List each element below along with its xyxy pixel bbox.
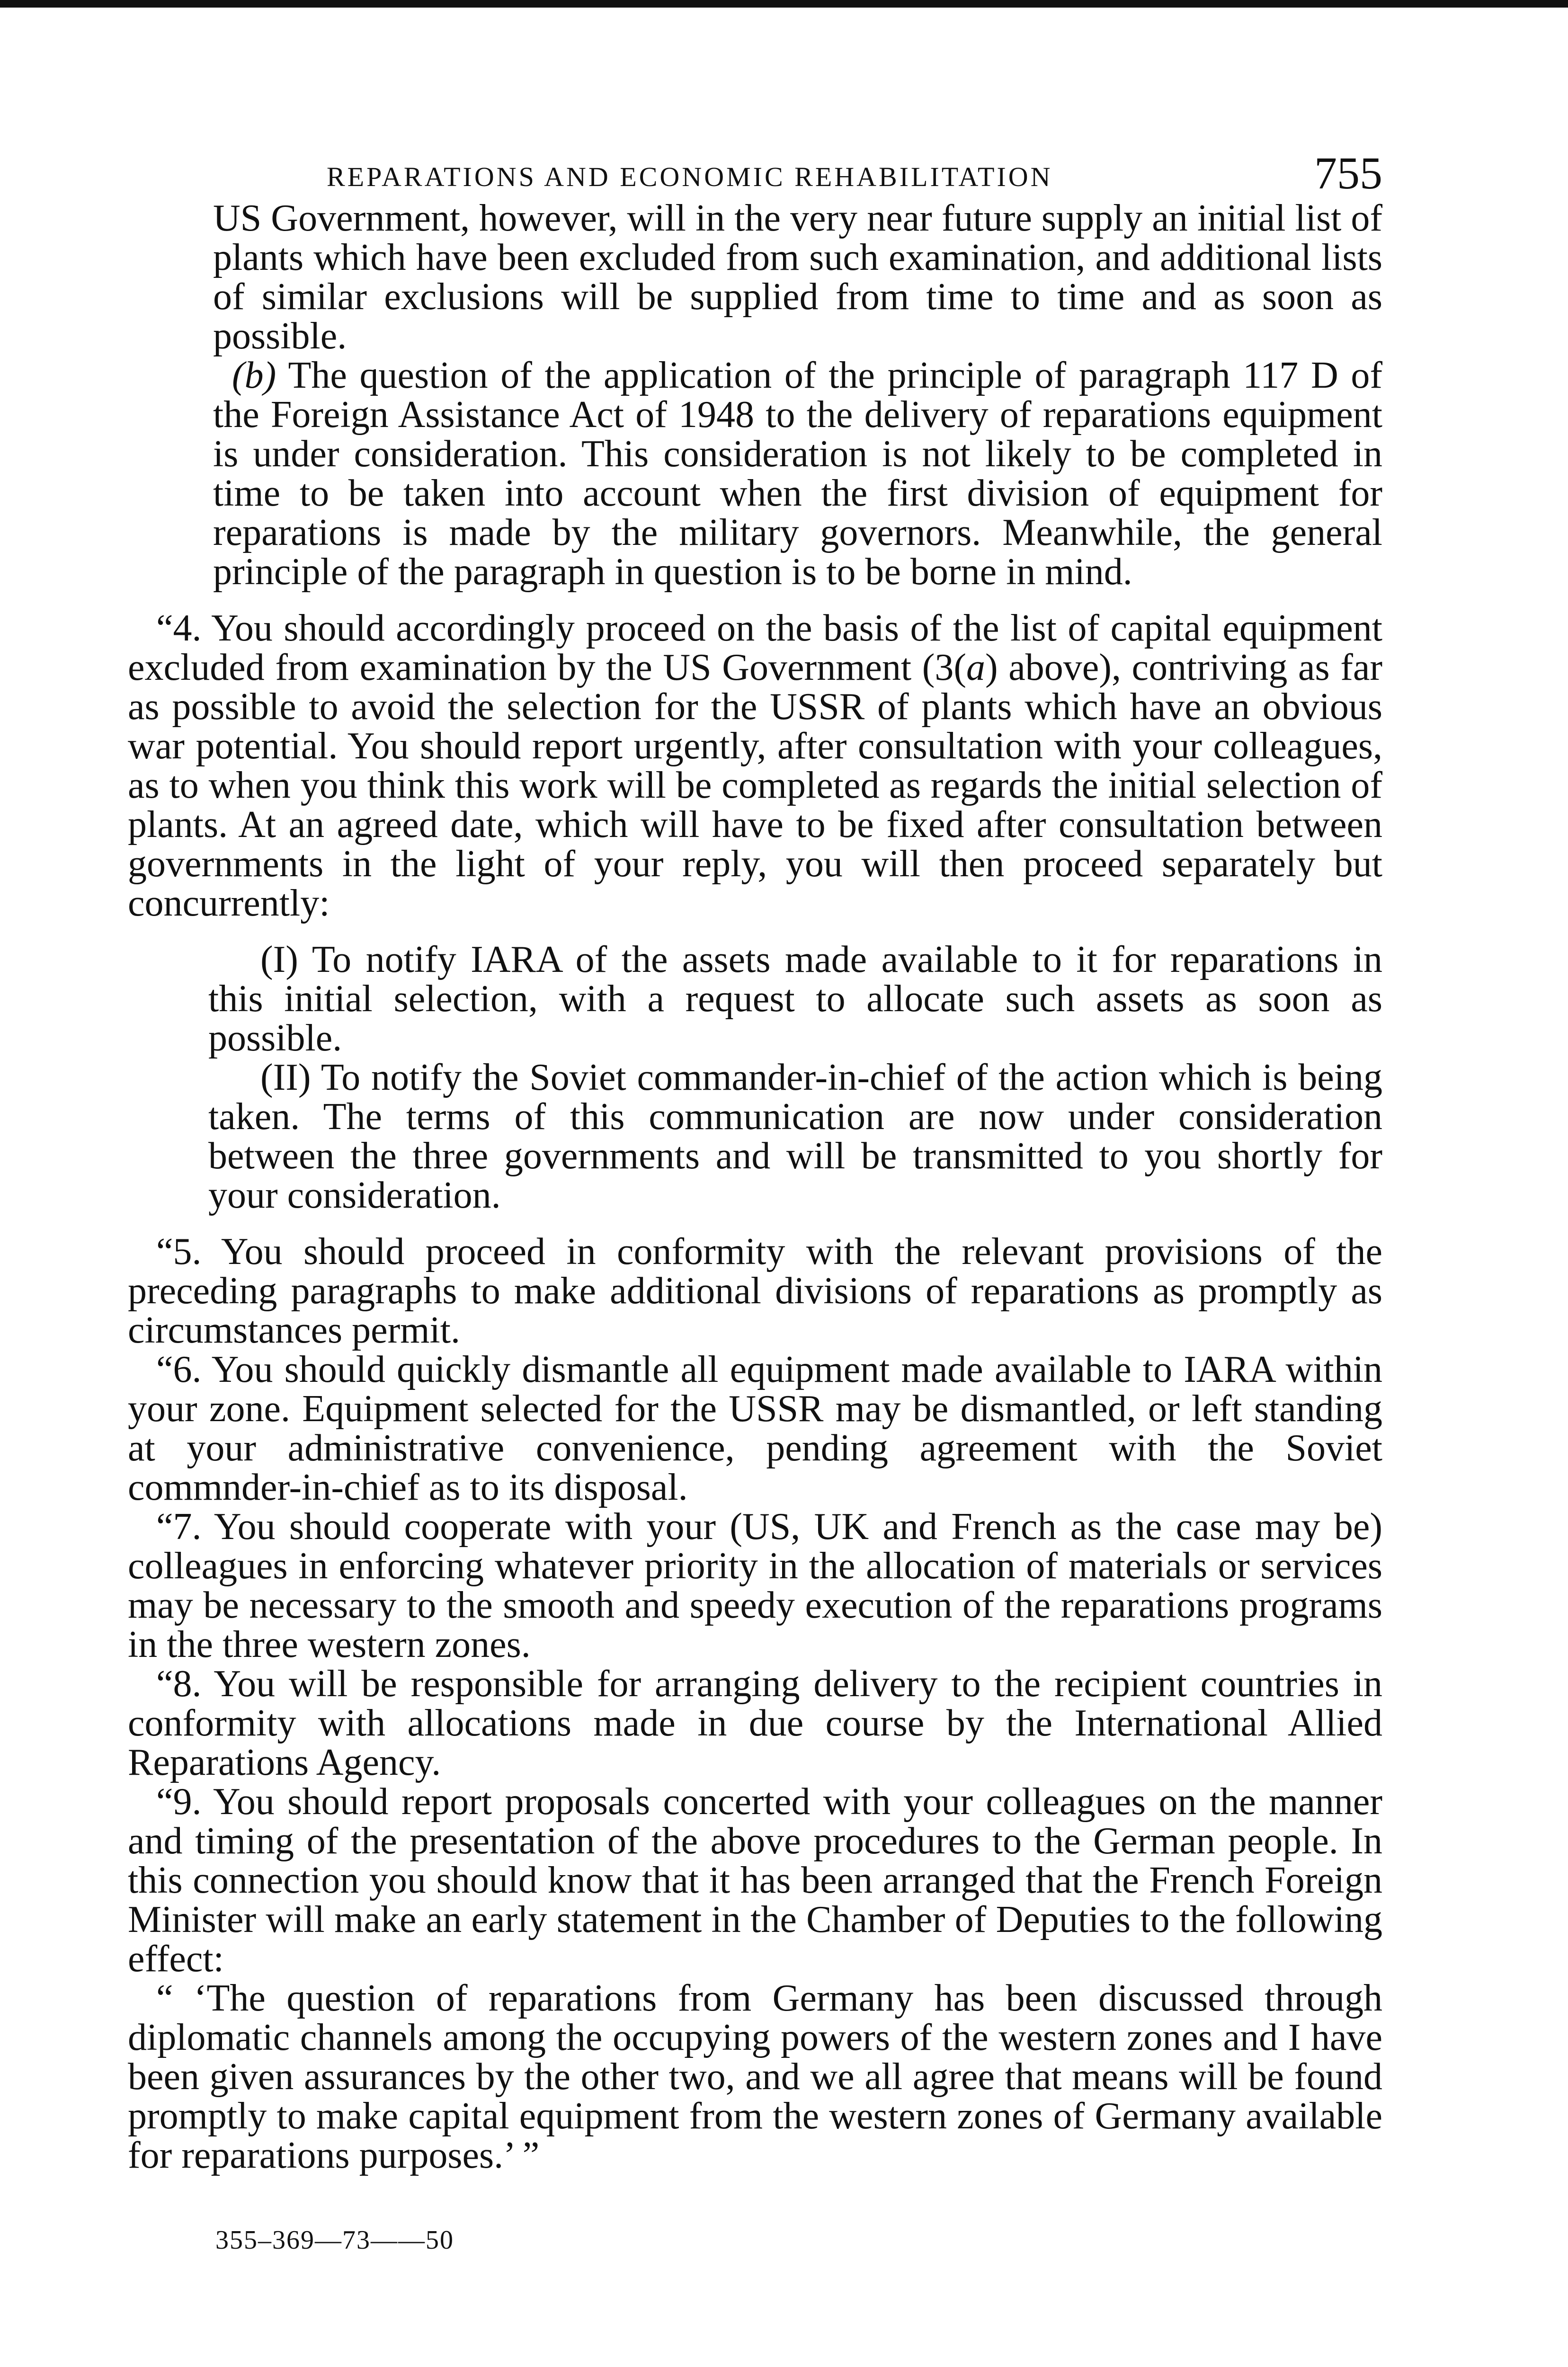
page-header [128,137,1382,199]
paragraph-5: “5. You should proceed in conformity with the relevant provisions of the preceding paragraphs to make additional divisions of reparations as promptly as circumstances permit. [128,1231,1382,1351]
document-page [128,137,1382,2255]
body-text [128,199,1382,2175]
paragraph-4-item-I: (I) To notify IARA of the assets made available to it for reparations in this initial selection, with a request to allocate such assets as soon as possible. [208,939,1382,1059]
quoted-statement: “ ‘The question of reparations from Germany has been discussed through diplomatic channels among the occupying powers of the western zones and I have been given assurances by the other two, and we all agree that means will be found promptly to make capital equipment from the western zones of Germany available for reparations purposes.’ ” [128,1977,1382,2176]
paragraph-9: “9. You should report proposals concerted with your colleagues on the manner and timing of the presentation of the above procedures to the German people. In this connection you should know that it has been arranged that the French Foreign Minister will make an early statement in the Chamber of Deputies to the following effect: [128,1781,1382,1980]
paragraph-4 [128,609,1382,923]
paragraph-4-pre: “4. You should accordingly proceed on the basis of the list of capital equipment excluded from examination by the US Government (3( [128,607,1382,688]
paragraph-b-text: The question of the application of the principle of paragraph 117 D of the Foreign Assistance Act of 1948 to the delivery of reparations equipment is under consideration. This consideration is not likely to be completed in time to be taken into account when the first division of equipment for reparations is made by the military governors. Meanwhile, the general principle of the paragraph in question is to be borne in mind. [213,355,1382,593]
print-code: 355–369—73——50 [215,2225,454,2255]
paragraph-6: “6. You should quickly dismantle all equipment made available to IARA within your zone. Equipment selected for the USSR may be dismantled, or left standing at your administrative convenience, pending agreement with the Soviet commnder-in-chief as to its disposal. [128,1349,1382,1508]
top-border-rule [0,0,1568,8]
paragraph-8: “8. You will be responsible for arranging delivery to the recipient countries in conformity with allocations made in due course by the International Allied Reparations Agency. [128,1663,1382,1783]
page-number: 755 [1314,148,1382,198]
running-head: REPARATIONS AND ECONOMIC REHABILITATION [327,161,1053,192]
paragraph-4-italic: a [966,647,986,688]
paragraph-b [128,356,1382,592]
paragraph-b-label: (b) [232,355,276,396]
paragraph-continuation: US Government, however, will in the very near future supply an initial list of plants which have been excluded from such examination, and additional lists of similar exclusions will be supplied from time to time and as soon as possible. [213,197,1382,357]
paragraph-4-item-II: (II) To notify the Soviet commander-in-chief of the action which is being taken. The terms of this communication are now under consideration between the three governments and will be transmitted to you shortly for your consideration. [208,1057,1382,1216]
paragraph-4-post: ) above), contriving as far as possible to avoid the selection for the USSR of plants which have an obvious war potential. You should report urgently, after consultation with your colleagues, as to when you think this work will be completed as regards the initial selection of plants. At an agreed date, which will have to be fixed after consultation between governments in the light of your reply, you will then proceed separately but concurrently: [128,647,1382,924]
paragraph-7: “7. You should cooperate with your (US, UK and French as the case may be) colleagues in enforcing whatever priority in the allocation of materials or services may be necessary to the smooth and speedy execution of the reparations programs in the three western zones. [128,1506,1382,1665]
